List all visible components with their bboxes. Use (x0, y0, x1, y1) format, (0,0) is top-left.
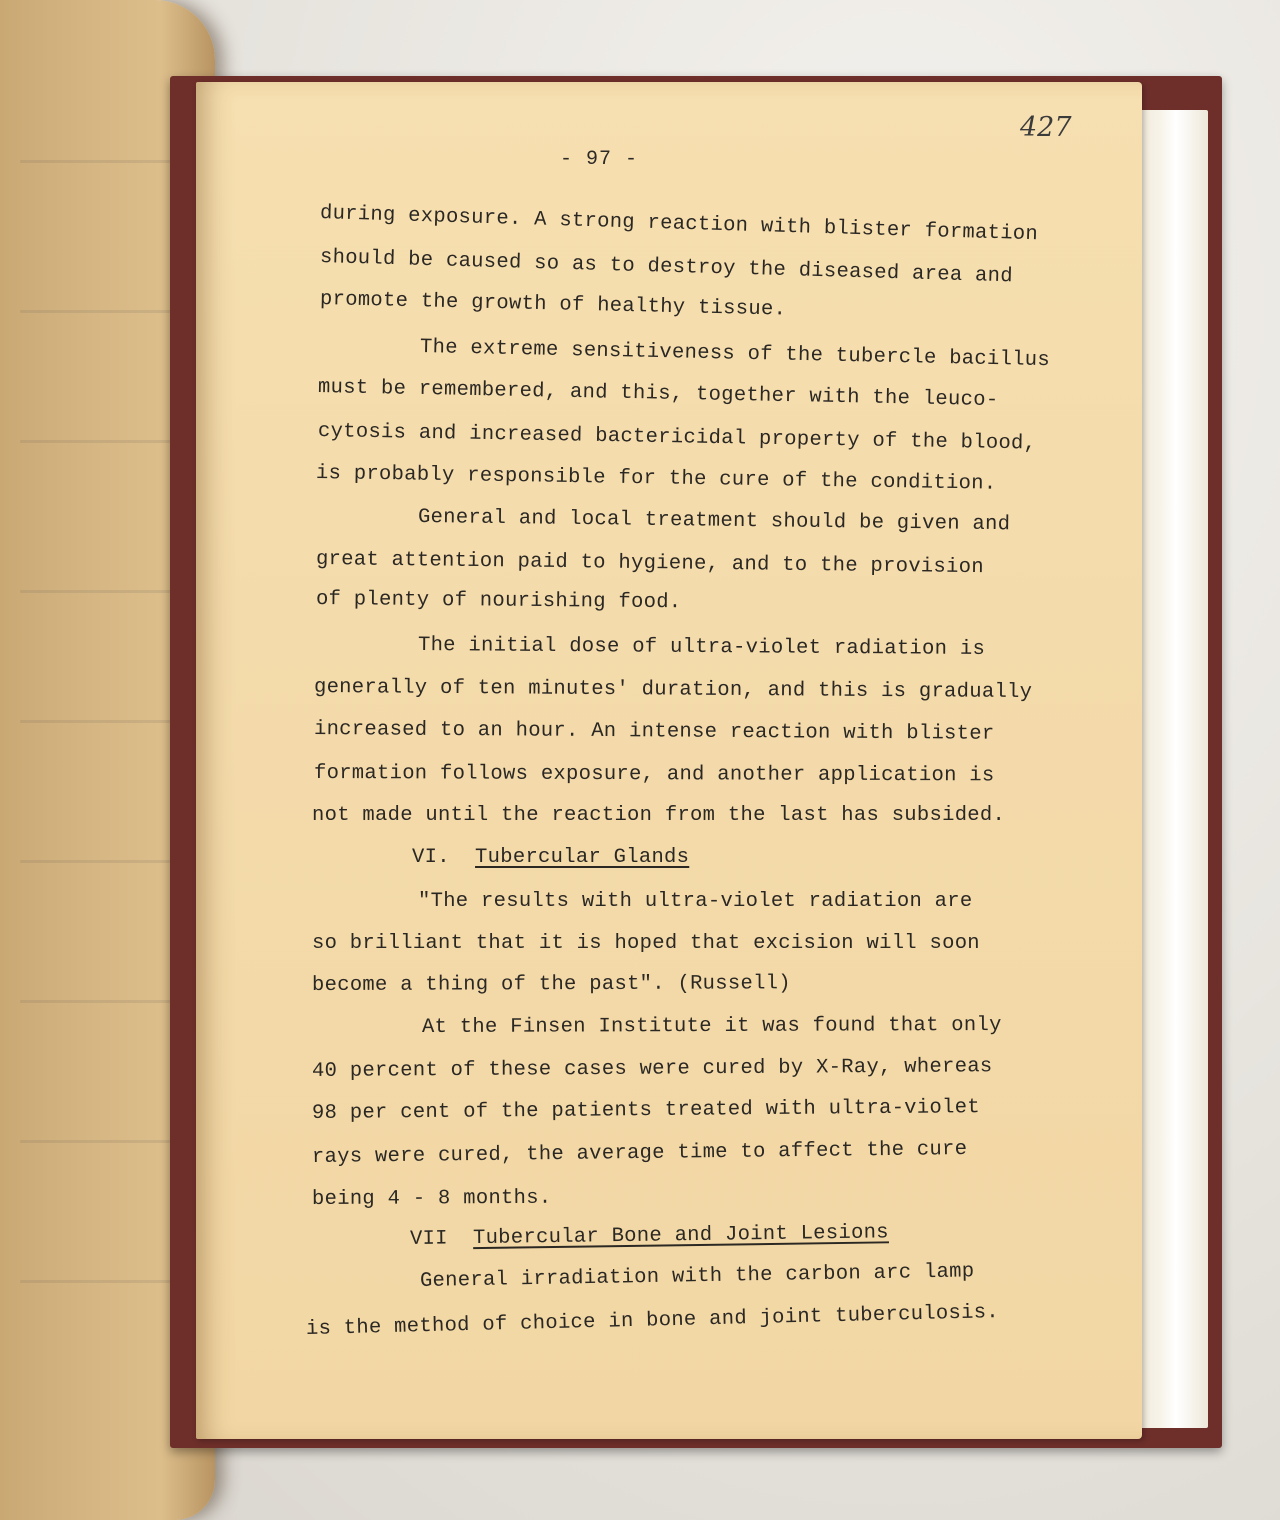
text-line: during exposure. A strong reaction with blister formation (319, 202, 1039, 247)
text-line: General irradiation with the carbon arc lamp (419, 1260, 975, 1293)
bleed-through-text (20, 1140, 190, 1143)
text-line: 40 percent of these cases were cured by X-Ray, whereas (311, 1055, 993, 1083)
text-line: promote the growth of healthy tissue. (319, 288, 787, 322)
page-number: - 97 - (560, 148, 639, 171)
text-line: must be remembered, and this, together with the leuco- (317, 376, 999, 413)
text-line: being 4 - 8 months. (311, 1186, 552, 1211)
text-line: At the Finsen Institute it was found that only (421, 1013, 1002, 1039)
text-line: generally of ten minutes' duration, and this is gradually (313, 676, 1033, 705)
bleed-through-text (20, 720, 190, 723)
text-line: formation follows exposure, and another application is (313, 762, 995, 788)
text-line: cytosis and increased bactericidal property of the blood, (317, 420, 1037, 456)
bleed-through-text (20, 1000, 190, 1003)
text-line: "The results with ultra-violet radiation are (418, 890, 973, 913)
text-line: increased to an hour. An intense reaction with blister (313, 718, 995, 746)
bleed-through-text (20, 160, 190, 163)
bleed-through-text (20, 310, 190, 313)
heading-title: Tubercular Glands (475, 846, 690, 869)
heading-numeral: VI. (412, 846, 450, 869)
text-line: become a thing of the past". (Russell) (311, 972, 791, 997)
heading-numeral: VII (409, 1227, 448, 1251)
handwritten-folio-number: 427 (1020, 112, 1072, 143)
bleed-through-text (20, 440, 190, 443)
text-line: rays were cured, the average time to affect the cure (311, 1137, 968, 1169)
text-line: of plenty of nourishing food. (315, 588, 682, 615)
heading-title: Tubercular Bone and Joint Lesions (472, 1221, 890, 1251)
text-line: is the method of choice in bone and joint tuberculosis. (305, 1301, 1000, 1341)
bleed-through-text (20, 1280, 190, 1283)
text-line: not made until the reaction from the last has subsided. (312, 804, 1006, 827)
text-line: so brilliant that it is hoped that excision will soon (312, 932, 980, 955)
text-line: 98 per cent of the patients treated with ultra-violet (311, 1096, 980, 1125)
text-line: great attention paid to hygiene, and to the provision (315, 548, 984, 580)
bleed-through-text (20, 860, 190, 863)
bleed-through-text (20, 590, 190, 593)
text-line: is probably responsible for the cure of the condition. (315, 462, 997, 496)
text-line: General and local treatment should be given and (417, 506, 1011, 537)
text-line: The extreme sensitiveness of the tubercle bacillus (419, 336, 1051, 373)
text-line: The initial dose of ultra-violet radiation is (417, 634, 986, 661)
text-line: should be caused so as to destroy the diseased area and (319, 246, 1014, 289)
section-heading-vi (412, 846, 689, 869)
